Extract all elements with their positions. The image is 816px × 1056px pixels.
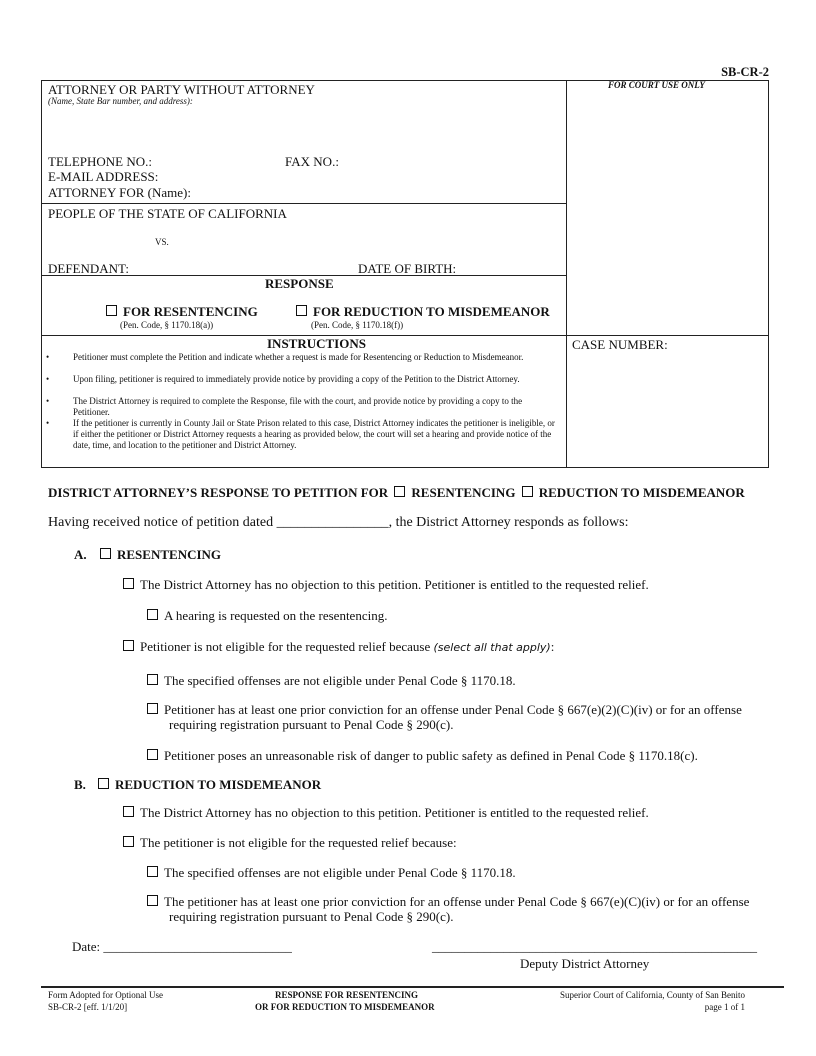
- instructions-title: INSTRUCTIONS: [267, 336, 366, 351]
- option-reduction[interactable]: [296, 304, 550, 320]
- section-b-title[interactable]: REDUCTION TO MISDEMEANOR: [98, 777, 321, 793]
- checkbox[interactable]: [147, 609, 158, 620]
- instructions-list: • Petitioner must complete the Petition and indicate whether a request is made for Resentencing or Reduction to Misdemeanor. • Upon filing, petitioner is required to immediately provide notice by providing a copy of the Petition to the District Attorney. • The District Attorney is required to complete the Response, file with the court, and provide notice by providing a copy to the Petitioner. • If the petitioner is currently in County Jail or State Prison related to this case, District Attorney indicates the petitioner is ineligible, or if either the petitioner or District Attorney requests a hearing as provided below, the court will set a hearing and provide notice of the date, time, and location to the petitioner and District Attorney.: [46, 352, 561, 451]
- option-a2b[interactable]: Petitioner has at least one prior conviction for an offense under Penal Code § 667(e)(2)(C)(iv) or for an offense: [147, 702, 742, 718]
- checkbox[interactable]: [147, 674, 158, 685]
- option-b2[interactable]: The petitioner is not eligible for the requested relief because:: [123, 835, 457, 851]
- rule: [41, 335, 769, 336]
- option-b1[interactable]: The District Attorney has no objection to this petition. Petitioner is entitled to the requested relief.: [123, 805, 649, 821]
- section-a-label: A.: [74, 547, 87, 562]
- checkbox[interactable]: [98, 778, 109, 789]
- form-id: SB-CR-2: [721, 65, 769, 79]
- option-b2a[interactable]: The specified offenses are not eligible under Penal Code § 1170.18.: [147, 865, 516, 881]
- option-label: FOR RESENTENCING: [123, 304, 258, 319]
- checkbox[interactable]: [147, 895, 158, 906]
- instruction-item: Upon filing, petitioner is required to immediately provide notice by providing a copy of the Petition to the District Attorney.: [73, 374, 520, 384]
- box-bottom: [41, 467, 769, 468]
- email-label[interactable]: E-MAIL ADDRESS:: [48, 169, 159, 184]
- instruction-item: Petitioner must complete the Petition and indicate whether a request is made for Resentencing or Reduction to Misdemeanor.: [73, 352, 524, 362]
- court-use-label: FOR COURT USE ONLY: [608, 80, 705, 90]
- footer-center-2: OR FOR REDUCTION TO MISDEMEANOR: [255, 1002, 435, 1012]
- checkbox[interactable]: [123, 806, 134, 817]
- dob-label[interactable]: DATE OF BIRTH:: [358, 261, 457, 276]
- footer-right-2: page 1 of 1: [704, 1002, 745, 1012]
- option-a1[interactable]: The District Attorney has no objection to this petition. Petitioner is entitled to the requested relief.: [123, 577, 649, 593]
- option-cite: (Pen. Code, § 1170.18(a)): [120, 320, 214, 330]
- checkbox[interactable]: [123, 640, 134, 651]
- fax-label[interactable]: FAX NO.:: [285, 154, 339, 169]
- telephone-label[interactable]: TELEPHONE NO.:: [48, 154, 152, 169]
- box-left: [41, 80, 42, 468]
- vs-label: VS.: [155, 237, 169, 247]
- response-heading: DISTRICT ATTORNEY’S RESPONSE TO PETITION FOR RESENTENCING REDUCTION TO MISDEMEANOR: [48, 485, 745, 500]
- checkbox[interactable]: [147, 749, 158, 760]
- checkbox[interactable]: [296, 305, 307, 316]
- option-a2b-cont: requiring registration pursuant to Penal Code § 290(c).: [169, 717, 454, 732]
- instruction-item: The District Attorney is required to complete the Response, file with the court, and provide notice by providing a copy to the Petitioner.: [73, 396, 523, 417]
- checkbox[interactable]: [522, 486, 533, 497]
- footer-left-2: SB-CR-2 [eff. 1/1/20]: [48, 1002, 128, 1012]
- checkbox[interactable]: [147, 866, 158, 877]
- option-a2a[interactable]: The specified offenses are not eligible under Penal Code § 1170.18.: [147, 673, 516, 689]
- rule: [41, 203, 566, 204]
- checkbox[interactable]: [100, 548, 111, 559]
- box-divider: [566, 80, 567, 468]
- attorney-for-label[interactable]: ATTORNEY FOR (Name):: [48, 185, 191, 200]
- option-a2[interactable]: Petitioner is not eligible for the requested relief because (select all that apply):: [123, 639, 554, 655]
- footer-rule: [41, 986, 784, 988]
- attorney-label: ATTORNEY OR PARTY WITHOUT ATTORNEY: [48, 82, 315, 97]
- checkbox[interactable]: [147, 703, 158, 714]
- footer-left-1: Form Adopted for Optional Use: [48, 990, 163, 1000]
- instruction-item: If the petitioner is currently in County Jail or State Prison related to this case, District Attorney indicates the petitioner is ineligible, or if either the petitioner or District Attorney requests a hearing as provided below, the court will set a hearing and provide notice of the date, time, and location to the petitioner and District Attorney.: [73, 418, 555, 450]
- section-b-label: B.: [74, 777, 86, 792]
- checkbox[interactable]: [106, 305, 117, 316]
- footer-right-1: Superior Court of California, County of San Benito: [560, 990, 745, 1000]
- option-resentencing[interactable]: [106, 304, 258, 320]
- option-label: FOR REDUCTION TO MISDEMEANOR: [313, 304, 550, 319]
- checkbox[interactable]: [394, 486, 405, 497]
- section-a-title[interactable]: RESENTENCING: [100, 547, 221, 563]
- box-right: [768, 80, 769, 468]
- people-label: PEOPLE OF THE STATE OF CALIFORNIA: [48, 206, 287, 221]
- intro-text: Having received notice of petition dated ________________, the District Attorney responds as follows:: [48, 515, 629, 530]
- footer-center-1: RESPONSE FOR RESENTENCING: [275, 990, 419, 1000]
- case-number-label[interactable]: CASE NUMBER:: [572, 337, 668, 352]
- checkbox[interactable]: [123, 836, 134, 847]
- deputy-label: Deputy District Attorney: [520, 956, 650, 971]
- option-a1a[interactable]: A hearing is requested on the resentencing.: [147, 608, 387, 624]
- attorney-sub: (Name, State Bar number, and address):: [48, 96, 193, 106]
- response-title: RESPONSE: [265, 276, 334, 291]
- option-b2b[interactable]: The petitioner has at least one prior conviction for an offense under Penal Code § 667(e)(C)(iv) or for an offense: [147, 894, 749, 910]
- option-b2b-cont: requiring registration pursuant to Penal Code § 290(c).: [169, 909, 454, 924]
- option-a2c[interactable]: Petitioner poses an unreasonable risk of danger to public safety as defined in Penal Code § 1170.18(c).: [147, 748, 698, 764]
- option-cite: (Pen. Code, § 1170.18(f)): [311, 320, 404, 330]
- signature-line[interactable]: __________________________________________________: [432, 939, 757, 954]
- checkbox[interactable]: [123, 578, 134, 589]
- defendant-label[interactable]: DEFENDANT:: [48, 261, 129, 276]
- date-field[interactable]: Date: _____________________________: [72, 939, 292, 954]
